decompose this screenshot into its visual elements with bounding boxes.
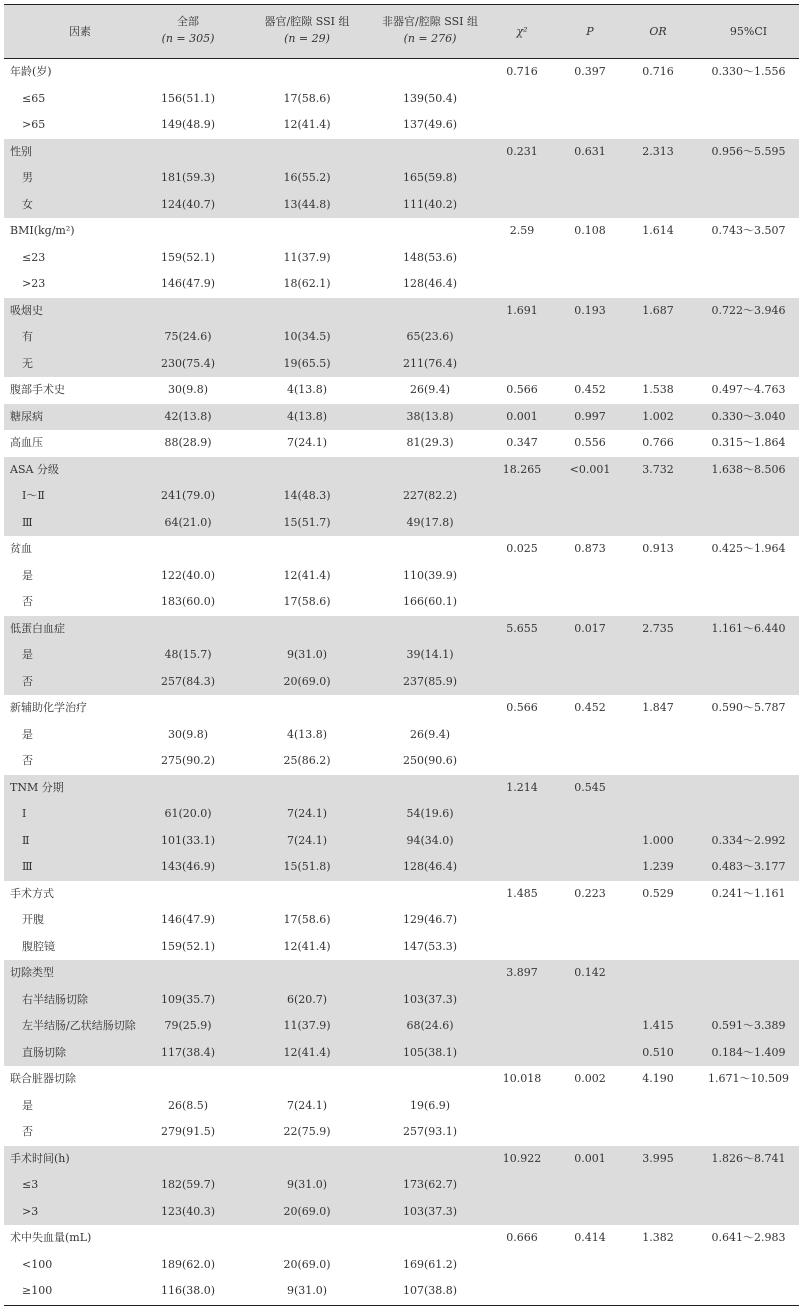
cell-chi2: 10.922	[502, 1151, 542, 1165]
cell-or: 1.847	[642, 701, 674, 714]
header-organ	[257, 13, 357, 47]
table-row	[4, 616, 799, 643]
cell-ci: 0.497～4.763	[711, 383, 786, 396]
table-row	[4, 430, 799, 457]
cell-all: 48(15.7)	[164, 648, 212, 661]
cell-p: 0.545	[574, 780, 606, 794]
cell-chi2: 0.001	[506, 409, 538, 423]
cell-or: 1.382	[642, 1231, 674, 1244]
cell-organ: 13(44.8)	[283, 197, 331, 211]
cell-all: 182(59.7)	[160, 1178, 216, 1191]
cell-ci: 0.722～3.946	[711, 303, 786, 317]
row-factor: 否	[22, 1125, 33, 1138]
cell-or: 3.995	[642, 1151, 674, 1165]
table-row	[4, 881, 799, 908]
table-row	[4, 1119, 799, 1146]
table-row	[4, 1199, 799, 1226]
table-row	[4, 642, 799, 669]
cell-all: 257(84.3)	[160, 674, 216, 688]
row-factor: 腹部手术史	[10, 383, 65, 396]
cell-all: 61(20.0)	[164, 807, 212, 820]
cell-all: 79(25.9)	[164, 1019, 212, 1032]
cell-ci: 0.330～1.556	[711, 65, 786, 78]
row-factor: 是	[22, 727, 33, 741]
table-row	[4, 907, 799, 934]
row-factor: 开腹	[22, 913, 44, 926]
cell-nonorgan: 103(37.3)	[402, 992, 458, 1006]
row-factor: 否	[22, 595, 33, 608]
cell-all: 189(62.0)	[160, 1257, 216, 1271]
table-row	[4, 510, 799, 537]
cell-all: 241(79.0)	[160, 489, 216, 502]
cell-nonorgan: 39(14.1)	[406, 648, 454, 661]
cell-ci: 0.315～1.864	[711, 436, 786, 449]
cell-ci: 1.826～8.741	[711, 1151, 786, 1165]
cell-organ: 7(24.1)	[286, 807, 328, 820]
cell-nonorgan: 211(76.4)	[402, 356, 458, 370]
row-factor: ≤3	[22, 1178, 39, 1191]
row-factor: 术中失血量(mL)	[10, 1231, 92, 1244]
table-row	[4, 483, 799, 510]
cell-organ: 18(62.1)	[283, 277, 331, 290]
cell-organ: 9(31.0)	[286, 1284, 328, 1297]
cell-or: 2.313	[642, 144, 674, 158]
cell-or: 1.614	[642, 224, 674, 237]
cell-ci: 0.641～2.983	[711, 1231, 786, 1244]
cell-all: 146(47.9)	[160, 913, 216, 926]
cell-chi2: 10.018	[502, 1072, 542, 1085]
cell-organ: 6(20.7)	[286, 992, 328, 1006]
cell-all: 30(9.8)	[167, 727, 209, 741]
table-row	[4, 563, 799, 590]
cell-chi2: 18.265	[502, 462, 542, 476]
cell-p: 0.108	[574, 224, 606, 237]
row-factor: 右半结肠切除	[22, 992, 88, 1006]
header-ci: 95%CI	[729, 25, 768, 38]
table-row	[4, 1252, 799, 1279]
cell-ci: 0.334～2.992	[711, 833, 786, 847]
cell-organ: 14(48.3)	[283, 489, 331, 502]
cell-ci: 0.591～3.389	[711, 1019, 786, 1032]
cell-organ: 22(75.9)	[283, 1125, 331, 1138]
cell-ci: 1.638～8.506	[711, 462, 786, 476]
cell-nonorgan: 111(40.2)	[402, 197, 458, 211]
cell-ci: 0.483～3.177	[711, 860, 786, 873]
cell-nonorgan: 237(85.9)	[402, 674, 458, 688]
row-factor: 新辅助化学治疗	[10, 701, 87, 714]
cell-chi2: 3.897	[506, 966, 538, 979]
cell-organ: 19(65.5)	[283, 356, 331, 370]
row-factor: 手术时间(h)	[10, 1151, 70, 1165]
cell-organ: 12(41.4)	[283, 568, 331, 582]
cell-nonorgan: 38(13.8)	[406, 409, 454, 423]
cell-all: 124(40.7)	[160, 197, 216, 211]
cell-p: 0.017	[574, 621, 606, 635]
table-row	[4, 801, 799, 828]
cell-or: 4.190	[642, 1072, 674, 1085]
table-row	[4, 298, 799, 325]
table-row	[4, 165, 799, 192]
cell-organ: 7(24.1)	[286, 436, 328, 449]
cell-all: 149(48.9)	[160, 118, 216, 131]
table-row	[4, 351, 799, 378]
table-row	[4, 1278, 799, 1306]
header-nonorgan-n: (n = 276)	[403, 32, 457, 45]
cell-chi2: 2.59	[509, 224, 535, 237]
cell-all: 64(21.0)	[164, 515, 212, 529]
row-factor: 否	[22, 754, 33, 767]
row-factor: Ⅲ	[22, 515, 33, 529]
header-organ-n: (n = 29)	[284, 32, 330, 45]
table-row	[4, 112, 799, 139]
header-nonorgan	[374, 13, 486, 47]
table-row	[4, 86, 799, 113]
cell-p: 0.873	[574, 542, 606, 555]
header-all	[138, 13, 238, 47]
cell-chi2: 0.347	[506, 436, 538, 449]
table-row	[4, 589, 799, 616]
header-organ-label: 器官/腔隙 SSI 组	[264, 15, 350, 28]
cell-chi2: 0.025	[506, 542, 538, 555]
header-chi2: χ²	[516, 25, 528, 38]
cell-nonorgan: 65(23.6)	[406, 330, 454, 343]
row-factor: >65	[22, 118, 46, 131]
table-row	[4, 139, 799, 166]
cell-nonorgan: 26(9.4)	[409, 383, 451, 396]
cell-nonorgan: 173(62.7)	[402, 1178, 458, 1191]
header-all-label: 全部	[177, 15, 199, 28]
table-body	[4, 59, 799, 1306]
row-factor: Ⅰ	[22, 807, 27, 820]
table-header	[4, 4, 799, 59]
cell-nonorgan: 147(53.3)	[402, 939, 458, 953]
cell-or: 1.538	[642, 383, 674, 396]
cell-organ: 11(37.9)	[283, 250, 331, 264]
cell-nonorgan: 128(46.4)	[402, 860, 458, 873]
table-row	[4, 1172, 799, 1199]
cell-organ: 20(69.0)	[283, 674, 331, 688]
cell-organ: 4(13.8)	[286, 727, 328, 741]
cell-organ: 16(55.2)	[283, 171, 331, 184]
cell-nonorgan: 68(24.6)	[406, 1019, 454, 1032]
row-factor: 贫血	[10, 542, 32, 555]
row-factor: 低蛋白血症	[10, 621, 65, 635]
cell-organ: 9(31.0)	[286, 1178, 328, 1191]
cell-all: 42(13.8)	[164, 409, 212, 423]
row-factor: 性别	[10, 144, 32, 158]
row-factor: 手术方式	[10, 886, 54, 900]
risk-factor-table	[4, 4, 799, 1306]
cell-organ: 17(58.6)	[283, 91, 331, 105]
cell-organ: 20(69.0)	[283, 1257, 331, 1271]
row-factor: 切除类型	[10, 966, 54, 979]
cell-chi2: 0.566	[506, 383, 538, 396]
row-factor: 直肠切除	[22, 1045, 66, 1059]
cell-chi2: 1.691	[506, 303, 538, 317]
cell-ci: 0.330～3.040	[711, 409, 786, 423]
cell-p: <0.001	[569, 462, 611, 476]
cell-or: 0.529	[642, 886, 674, 900]
table-row	[4, 404, 799, 431]
row-factor: 是	[22, 648, 33, 661]
table-row	[4, 457, 799, 484]
cell-organ: 10(34.5)	[283, 330, 331, 343]
cell-nonorgan: 110(39.9)	[402, 568, 458, 582]
table-row	[4, 960, 799, 987]
cell-all: 183(60.0)	[160, 595, 216, 608]
cell-nonorgan: 81(29.3)	[406, 436, 454, 449]
cell-organ: 15(51.8)	[283, 860, 331, 873]
cell-p: 0.631	[574, 144, 606, 158]
cell-all: 30(9.8)	[167, 383, 209, 396]
cell-all: 146(47.9)	[160, 277, 216, 290]
cell-p: 0.001	[574, 1151, 606, 1165]
table-row	[4, 536, 799, 563]
cell-nonorgan: 54(19.6)	[406, 807, 454, 820]
cell-p: 0.414	[574, 1231, 606, 1244]
row-factor: 年龄(岁)	[10, 65, 52, 78]
cell-all: 88(28.9)	[164, 436, 212, 449]
cell-organ: 12(41.4)	[283, 118, 331, 131]
cell-nonorgan: 139(50.4)	[402, 91, 458, 105]
cell-nonorgan: 103(37.3)	[402, 1204, 458, 1218]
row-factor: ≥100	[22, 1284, 53, 1297]
table-row	[4, 1066, 799, 1093]
cell-ci: 0.184～1.409	[711, 1045, 786, 1059]
cell-nonorgan: 250(90.6)	[402, 754, 458, 767]
cell-all: 181(59.3)	[160, 171, 216, 184]
cell-ci: 0.241～1.161	[711, 886, 786, 900]
cell-all: 230(75.4)	[160, 356, 216, 370]
row-factor: 男	[22, 171, 33, 184]
cell-all: 26(8.5)	[167, 1098, 209, 1112]
cell-p: 0.193	[574, 303, 606, 317]
row-factor: 无	[22, 356, 33, 370]
table-row	[4, 1225, 799, 1252]
cell-or: 1.000	[642, 833, 674, 847]
cell-ci: 0.425～1.964	[711, 542, 786, 555]
cell-organ: 15(51.7)	[283, 515, 331, 529]
row-factor: 高血压	[10, 436, 43, 449]
row-factor: 是	[22, 1098, 33, 1112]
cell-or: 0.913	[642, 542, 674, 555]
cell-organ: 17(58.6)	[283, 595, 331, 608]
cell-p: 0.002	[574, 1072, 606, 1085]
row-factor: ≤23	[22, 250, 46, 264]
table-row	[4, 245, 799, 272]
row-factor: >3	[22, 1204, 39, 1218]
cell-or: 3.732	[642, 462, 674, 476]
table-row	[4, 669, 799, 696]
table-row	[4, 775, 799, 802]
table-row	[4, 748, 799, 775]
row-factor: 有	[22, 330, 33, 343]
cell-nonorgan: 227(82.2)	[402, 489, 458, 502]
cell-all: 101(33.1)	[160, 833, 216, 847]
row-factor: 左半结肠/乙状结肠切除	[22, 1019, 136, 1032]
table-row	[4, 934, 799, 961]
cell-all: 123(40.3)	[160, 1204, 216, 1218]
cell-nonorgan: 105(38.1)	[402, 1045, 458, 1059]
row-factor: BMI(kg/m²)	[10, 224, 75, 237]
cell-organ: 12(41.4)	[283, 939, 331, 953]
cell-organ: 7(24.1)	[286, 833, 328, 847]
cell-nonorgan: 128(46.4)	[402, 277, 458, 290]
cell-chi2: 0.716	[506, 65, 538, 78]
table-row	[4, 695, 799, 722]
cell-all: 122(40.0)	[160, 568, 216, 582]
row-factor: ASA 分级	[10, 462, 59, 476]
row-factor: 否	[22, 674, 33, 688]
row-factor: 吸烟史	[10, 303, 43, 317]
row-factor: 联合脏器切除	[10, 1072, 76, 1085]
cell-organ: 11(37.9)	[283, 1019, 331, 1032]
table-row	[4, 722, 799, 749]
cell-chi2: 1.214	[506, 780, 538, 794]
cell-nonorgan: 129(46.7)	[402, 913, 458, 926]
row-factor: Ⅰ～Ⅱ	[22, 489, 45, 502]
cell-nonorgan: 49(17.8)	[406, 515, 454, 529]
cell-organ: 20(69.0)	[283, 1204, 331, 1218]
cell-nonorgan: 94(34.0)	[406, 833, 454, 847]
cell-ci: 0.590～5.787	[711, 701, 786, 714]
cell-organ: 25(86.2)	[283, 754, 331, 767]
cell-p: 0.397	[574, 65, 606, 78]
row-factor: Ⅱ	[22, 833, 30, 847]
cell-p: 0.223	[574, 886, 606, 900]
cell-organ: 17(58.6)	[283, 913, 331, 926]
cell-p: 0.997	[574, 409, 606, 423]
cell-organ: 9(31.0)	[286, 648, 328, 661]
cell-or: 1.415	[642, 1019, 674, 1032]
cell-organ: 12(41.4)	[283, 1045, 331, 1059]
cell-chi2: 1.485	[506, 886, 538, 900]
cell-all: 143(46.9)	[160, 860, 216, 873]
cell-or: 0.766	[642, 436, 674, 449]
table-row	[4, 1013, 799, 1040]
table-row	[4, 59, 799, 86]
table-row	[4, 1093, 799, 1120]
table-row	[4, 324, 799, 351]
cell-nonorgan: 137(49.6)	[402, 118, 458, 131]
cell-or: 2.735	[642, 621, 674, 635]
header-or: OR	[649, 25, 667, 38]
table-row	[4, 271, 799, 298]
cell-all: 275(90.2)	[160, 754, 216, 767]
table-row	[4, 854, 799, 881]
row-factor: >23	[22, 277, 46, 290]
cell-all: 159(52.1)	[160, 939, 216, 953]
row-factor: <100	[22, 1257, 53, 1271]
table-row	[4, 987, 799, 1014]
cell-organ: 7(24.1)	[286, 1098, 328, 1112]
cell-nonorgan: 26(9.4)	[409, 727, 451, 741]
cell-ci: 1.161～6.440	[711, 621, 786, 635]
cell-all: 75(24.6)	[164, 330, 212, 343]
cell-nonorgan: 169(61.2)	[402, 1257, 458, 1271]
cell-or: 0.510	[642, 1045, 674, 1059]
cell-ci: 0.956～5.595	[711, 144, 786, 158]
cell-chi2: 0.566	[506, 701, 538, 714]
table-row	[4, 192, 799, 219]
cell-p: 0.452	[574, 701, 606, 714]
cell-or: 1.002	[642, 409, 674, 423]
header-nonorgan-label: 非器官/腔隙 SSI 组	[382, 15, 478, 28]
row-factor: Ⅲ	[22, 860, 33, 873]
cell-or: 1.687	[642, 303, 674, 317]
cell-organ: 4(13.8)	[286, 409, 328, 423]
header-factor: 因素	[69, 25, 91, 38]
cell-all: 116(38.0)	[160, 1284, 216, 1297]
cell-nonorgan: 148(53.6)	[402, 250, 458, 264]
cell-nonorgan: 257(93.1)	[402, 1125, 458, 1138]
cell-ci: 1.671～10.509	[708, 1072, 789, 1085]
row-factor: 女	[22, 197, 33, 211]
cell-all: 117(38.4)	[160, 1045, 216, 1059]
cell-chi2: 5.655	[506, 621, 538, 635]
cell-nonorgan: 165(59.8)	[402, 171, 458, 184]
cell-nonorgan: 19(6.9)	[409, 1098, 451, 1112]
cell-p: 0.452	[574, 383, 606, 396]
cell-chi2: 0.666	[506, 1231, 538, 1244]
row-factor: ≤65	[22, 91, 46, 105]
cell-organ: 4(13.8)	[286, 383, 328, 396]
row-factor: 腹腔镜	[22, 939, 55, 953]
cell-all: 279(91.5)	[160, 1125, 216, 1138]
cell-or: 0.716	[642, 65, 674, 78]
cell-all: 159(52.1)	[160, 250, 216, 264]
header-p: P	[586, 25, 594, 38]
table-row	[4, 828, 799, 855]
table-row	[4, 1040, 799, 1067]
row-factor: 糖尿病	[10, 409, 43, 423]
cell-nonorgan: 107(38.8)	[402, 1284, 458, 1297]
table-row	[4, 1146, 799, 1173]
row-factor: 是	[22, 568, 33, 582]
table-row	[4, 377, 799, 404]
cell-all: 109(35.7)	[160, 992, 216, 1006]
cell-ci: 0.743～3.507	[711, 224, 786, 237]
cell-chi2: 0.231	[506, 144, 538, 158]
cell-p: 0.142	[574, 966, 606, 979]
cell-nonorgan: 166(60.1)	[402, 595, 458, 608]
cell-all: 156(51.1)	[160, 91, 216, 105]
header-all-n: (n = 305)	[161, 32, 215, 45]
table-row	[4, 218, 799, 245]
cell-p: 0.556	[574, 436, 606, 449]
row-factor: TNM 分期	[10, 780, 64, 794]
cell-or: 1.239	[642, 860, 674, 873]
